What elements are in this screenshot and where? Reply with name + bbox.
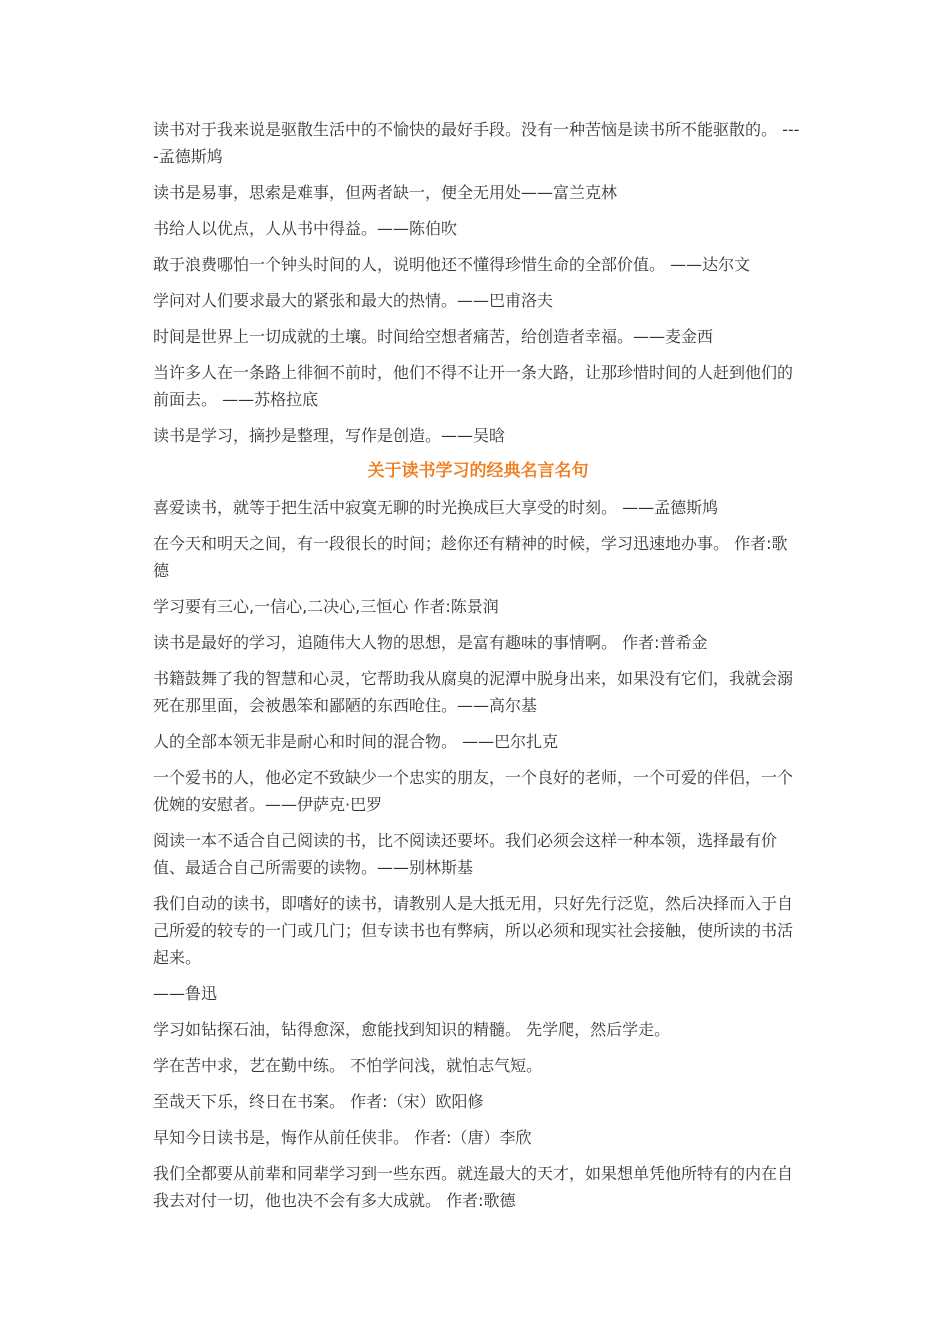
quote-paragraph: 阅读一本不适合自己阅读的书，比不阅读还要坏。我们必须会这样一种本领，选择最有价值、最适合自己所需要的读物。——别林斯基 (153, 831, 778, 877)
quote-paragraph: 敢于浪费哪怕一个钟头时间的人，说明他还不懂得珍惜生命的全部价值。 ——达尔文 (153, 255, 751, 274)
quote-paragraph: 读书是学习，摘抄是整理，写作是创造。——吴晗 (153, 426, 506, 445)
quote-paragraph: 读书是易事，思索是难事，但两者缺一，便全无用处——富兰克林 (153, 183, 618, 202)
quote-paragraph: 一个爱书的人，他必定不致缺少一个忠实的朋友，一个良好的老师，一个可爱的伴侣，一个优婉的安慰者。——伊萨克·巴罗 (153, 768, 794, 814)
quote-paragraph: 学问对人们要求最大的紧张和最大的热情。——巴甫洛夫 (153, 291, 554, 310)
quote-paragraph: 学在苦中求，艺在勤中练。 不怕学问浅，就怕志气短。 (153, 1056, 543, 1075)
quote-paragraph: 读书是最好的学习，追随伟大人物的思想，是富有趣味的事情啊。 作者:普希金 (153, 633, 708, 652)
quote-paragraph: 学习如钻探石油，钻得愈深，愈能找到知识的精髓。 先学爬，然后学走。 (153, 1020, 671, 1039)
quote-paragraph: 书给人以优点，人从书中得益。——陈伯吹 (153, 219, 458, 238)
quote-paragraph: 早知今日读书是，悔作从前任侠非。 作者:（唐）李欣 (153, 1128, 532, 1147)
quote-paragraph: 至哉天下乐，终日在书案。 作者:（宋）欧阳修 (153, 1092, 484, 1111)
quote-paragraph: 我们全都要从前辈和同辈学习到一些东西。就连最大的天才，如果想单凭他所特有的内在自我去对付一切，他也决不会有多大成就。 作者:歌德 (153, 1164, 794, 1210)
quote-paragraph: 读书对于我来说是驱散生活中的不愉快的最好手段。没有一种苦恼是读书所不能驱散的。 ----孟德斯鸠 (153, 120, 800, 166)
quote-attribution: ——鲁迅 (153, 984, 218, 1003)
quote-paragraph: 我们自动的读书，即嗜好的读书，请教别人是大抵无用，只好先行泛览，然后决择而入于自己所爱的较专的一门或几门；但专读书也有弊病，所以必须和现实社会接触，使所读的书活起来。 (153, 894, 794, 967)
document-page (153, 116, 803, 1223)
section-heading: 关于读书学习的经典名言名句 (367, 461, 589, 481)
quote-paragraph: 在今天和明天之间，有一段很长的时间；趁你还有精神的时候，学习迅速地办事。 作者:歌德 (153, 534, 788, 580)
quote-paragraph: 人的全部本领无非是耐心和时间的混合物。 ——巴尔扎克 (153, 732, 559, 751)
quote-paragraph: 喜爱读书，就等于把生活中寂寞无聊的时光换成巨大享受的时刻。 ——孟德斯鸠 (153, 498, 719, 517)
quote-paragraph: 当许多人在一条路上徘徊不前时，他们不得不让开一条大路，让那珍惜时间的人赶到他们的前面去。 ——苏格拉底 (153, 363, 794, 409)
quote-paragraph: 书籍鼓舞了我的智慧和心灵，它帮助我从腐臭的泥潭中脱身出来，如果没有它们，我就会溺死在那里面，会被愚笨和鄙陋的东西呛住。——高尔基 (153, 669, 794, 715)
quote-paragraph: 时间是世界上一切成就的土壤。时间给空想者痛苦，给创造者幸福。——麦金西 (153, 327, 714, 346)
quote-paragraph: 学习要有三心,一信心,二决心,三恒心 作者:陈景润 (153, 597, 499, 616)
